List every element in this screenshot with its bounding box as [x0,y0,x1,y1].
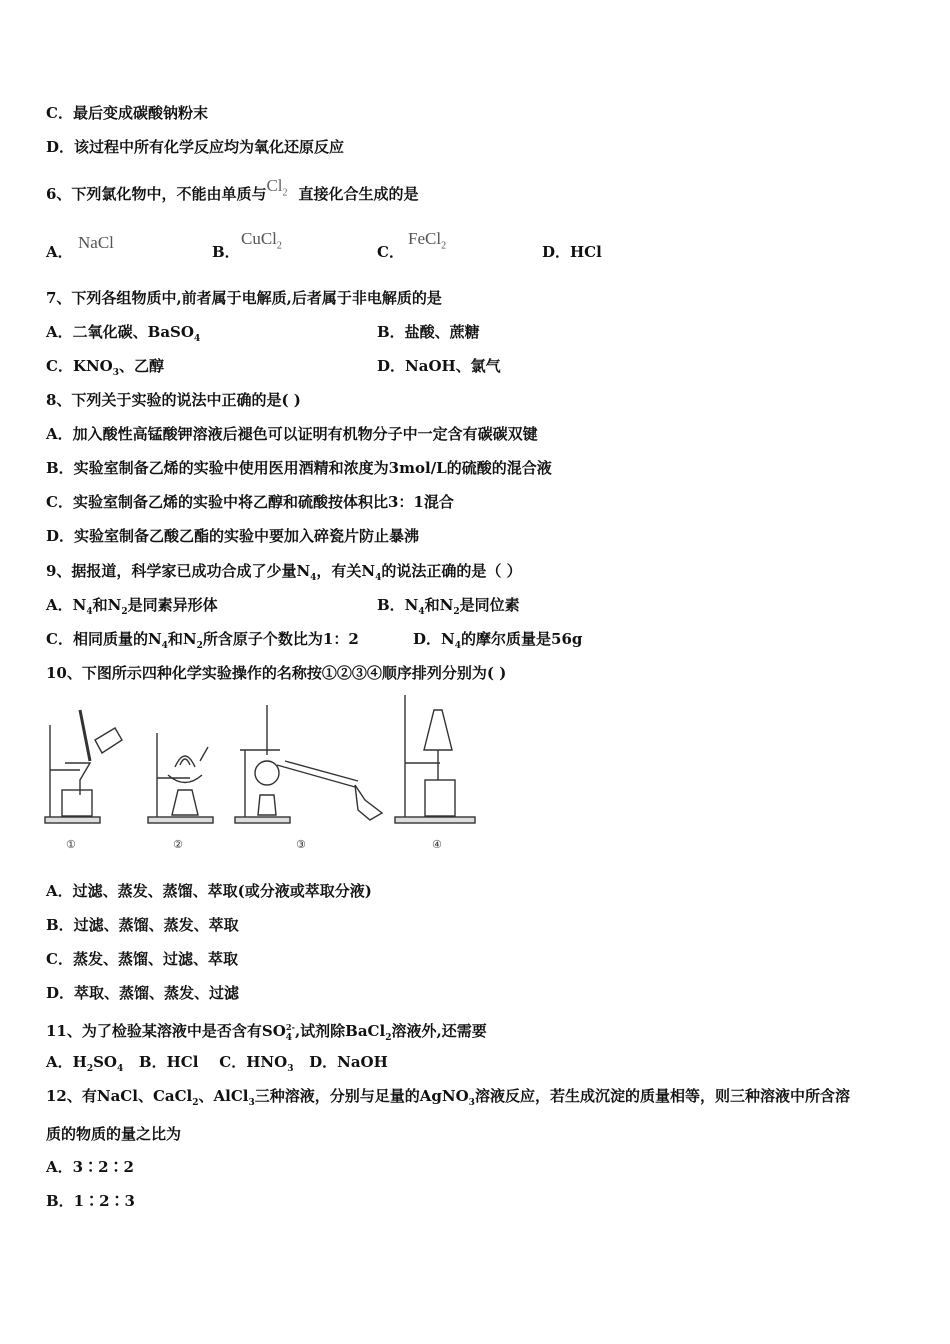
figure-label-1: ① [66,838,76,851]
q8-stem: 8、下列关于实验的说法中正确的是( ) [46,391,301,409]
evaporation-apparatus [148,733,213,823]
q8-option-a: A．加入酸性高锰酸钾溶液后褪色可以证明有机物分子中一定含有碳碳双键 [46,425,538,443]
lab-apparatus-figure [40,695,480,860]
q6-option-b-label: B． [212,243,240,261]
q6-option-b-formula: CuCl$_2$ [241,229,282,252]
q7-stem: 7、下列各组物质中,前者属于电解质,后者属于非电解质的是 [46,289,442,307]
q10-option-c: C．蒸发、蒸馏、过滤、萃取 [46,950,238,968]
q9-option-a: A．$N_4$和$N_2$是同素异形体 [46,596,218,617]
q10-stem: 10、下图所示四种化学实验操作的名称按①②③④顺序排列分别为( ) [46,664,507,682]
q10-option-a: A．过滤、蒸发、蒸馏、萃取(或分液或萃取分液) [46,882,372,900]
q12-option-b: B．1∶2∶3 [46,1192,135,1210]
q6-option-d: D．HCl [542,243,602,261]
q7-option-c: C．$KNO_3$、乙醇 [46,357,165,378]
q10-option-b: B．过滤、蒸馏、蒸发、萃取 [46,916,239,934]
q12-option-a: A．3∶2∶2 [46,1158,134,1176]
q8-option-d: D．实验室制备乙酸乙酯的实验中要加入碎瓷片防止暴沸 [46,527,420,545]
lab-apparatus-drawing [40,695,480,860]
q9-option-b: B．$N_4$和$N_2$是同位素 [377,596,520,617]
figure-label-4: ④ [432,838,442,851]
q6-option-c-formula: FeCl$_2$ [408,229,447,252]
figure-label-3: ③ [296,838,306,851]
separatory-funnel-apparatus [395,695,475,823]
q6-option-a-label: A． [46,243,73,261]
q11-options: A．$H_2SO_4$ B．HCl C．$HNO_3$ D．NaOH [46,1053,388,1074]
distillation-apparatus [235,705,382,823]
q5-option-d: D．该过程中所有化学反应均为氧化还原反应 [46,138,345,156]
q7-option-b: B．盐酸、蔗糖 [377,323,480,341]
q11-stem: 11、为了检验某溶液中是否含有$SO_4^{2-}$,试剂除BaCl$_2$溶液外,还需要 [46,1022,487,1043]
q7-option-d: D．NaOH、氯气 [377,357,501,375]
figure-label-2: ② [173,838,183,851]
q6-option-c-label: C． [377,243,404,261]
filtration-apparatus [45,710,122,823]
q8-option-c: C．实验室制备乙烯的实验中将乙醇和硫酸按体积比3：1混合 [46,493,454,511]
q9-stem: 9、据报道，科学家已成功合成了少量$N_4$，有关$N_4$的说法正确的是（ ） [46,562,522,583]
q12-stem-line1: 12、有NaCl、CaCl$_2$、AlCl$_3$三种溶液，分别与足量的AgNO$_3$溶液反应，若生成沉淀的质量相等，则三种溶液中所含溶 [46,1087,850,1108]
q6-option-a-formula: NaCl [78,233,114,252]
q9-option-c: C．相同质量的$N_4$和$N_2$所含原子个数比为1：2 [46,630,359,651]
q8-option-b: B．实验室制备乙烯的实验中使用医用酒精和浓度为3mol/L的硫酸的混合液 [46,459,552,477]
q12-stem-line2: 质的物质的量之比为 [46,1125,182,1143]
q9-option-d: D．$N_4$的摩尔质量是56g [413,630,583,651]
q6-stem: 6、下列氯化物中，不能由单质与$Cl_2$ 直接化合生成的是 [46,176,419,203]
q5-option-c: C．最后变成碳酸钠粉末 [46,104,208,122]
q7-option-a: A．二氧化碳、BaSO$_4$ [46,323,201,344]
q10-option-d: D．萃取、蒸馏、蒸发、过滤 [46,984,240,1002]
